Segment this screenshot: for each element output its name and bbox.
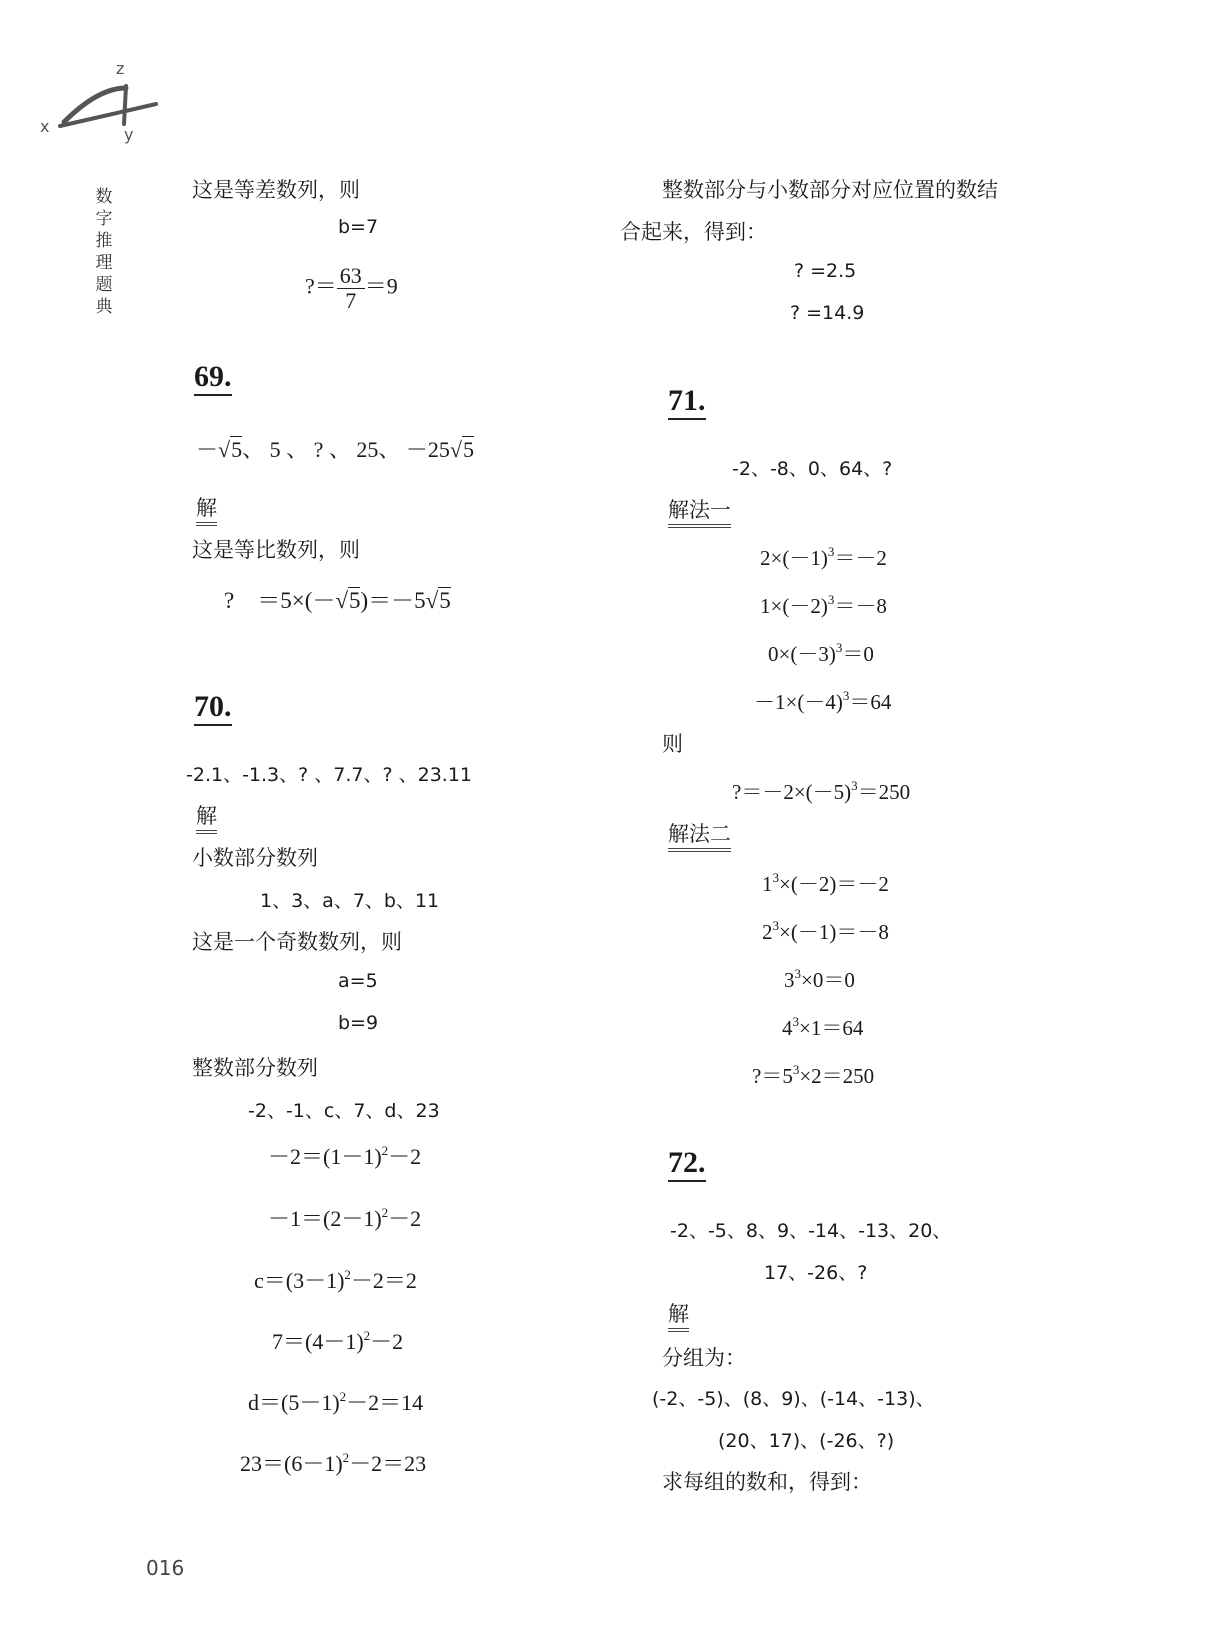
side-title-char: 典 [95,297,113,317]
side-title-char: 数 [95,187,113,207]
integer-part-title: 整数部分数列 [192,1056,318,1080]
problem-69-text: 这是等比数列，则 [192,538,360,562]
m2-eq-4: $4^3\times 1=64$ [782,1014,864,1040]
m2-answer: $?=5^3\times 2=250$ [752,1062,875,1088]
answer-14-9: ? =14.9 [790,302,865,324]
side-title-char: 理 [95,253,113,273]
groups-line-1: (-2、-5)、(8、9)、(-14、-13)、 [652,1388,935,1410]
groups-line-2: (20、17)、(-26、?) [718,1430,895,1452]
integer-eq-4: $7=(4-1)^2-2$ [272,1328,404,1354]
intro-text: 这是等差数列，则 [192,178,360,202]
integer-eq-2: $-1=(2-1)^2-2$ [268,1205,422,1231]
problem-71-number: 71. [668,384,706,418]
side-title-char: 字 [95,209,113,229]
sqrt-symbol: √ [335,588,348,613]
sum-text: 求每组的数和，得到： [662,1470,872,1494]
m2-eq-1: $1^3\times(-2)=-2$ [762,870,889,896]
sqrt-symbol: √ [425,588,439,613]
integer-eq-6: $23=(6-1)^2-2=23$ [240,1450,427,1476]
axes-logo-y-label: y [124,125,134,144]
problem-70-sequence: -2.1、-1.3、? 、7.7、? 、23.11 [186,764,473,786]
combine-text-line-1: 整数部分与小数部分对应位置的数结 [662,178,998,202]
m1-eq-4: $-1\times(-4)^3=64$ [754,688,892,714]
problem-69-answer: ? ＝5×(－√5)＝－5√5 [224,588,451,613]
answer-2-5: ? =2.5 [794,260,857,282]
problem-72-sequence-line-1: -2、-5、8、9、-14、-13、20、 [670,1220,952,1242]
sqrt-symbol: √ [449,437,462,462]
problem-72-number: 72. [668,1146,706,1180]
problem-69-number: 69. [194,360,232,394]
then-label: 则 [662,732,683,756]
axes-logo [36,58,166,144]
side-title [92,186,116,318]
problem-69-sequence: －√5、 5 、 ? 、 25、 －25√5 [196,437,474,462]
side-title-char: 题 [95,275,113,295]
problem-69-solution-label: 解 [196,492,217,522]
m1-eq-3: $0\times(-3)^3=0$ [768,640,874,666]
problem-72-sequence-line-2: 17、-26、? [764,1262,868,1284]
q-suffix: ＝9 [364,273,398,299]
integer-part-sequence: -2、-1、c、7、d、23 [248,1100,440,1122]
integer-eq-5: $d=(5-1)^2-2=14$ [248,1389,424,1415]
axes-logo-x-label: x [40,117,50,136]
problem-70-number: 70. [194,690,232,724]
decimal-part-sequence: 1、3、a、7、b、11 [260,890,440,912]
m1-eq-2: $1\times(-2)^3=-8$ [760,592,887,618]
grouping-text: 分组为： [662,1346,746,1370]
frac-numerator: 63 [337,264,365,289]
odd-sequence-text: 这是一个奇数数列，则 [192,930,402,954]
question-fraction-equation [305,264,398,313]
m1-eq-1: $2\times(-1)^3=-2$ [760,544,887,570]
a-equals-5: a=5 [338,970,378,992]
axes-logo-z-label: z [116,59,125,78]
fraction [337,264,365,313]
m1-answer: $?=-2\times(-5)^3=250$ [732,778,911,804]
b-equals-9: b=9 [338,1012,379,1034]
frac-denominator: 7 [345,288,357,313]
m2-eq-2: $2^3\times(-1)=-8$ [762,918,889,944]
method-two-label: 解法二 [668,818,731,848]
problem-70-solution-label: 解 [196,800,217,830]
integer-eq-1: $-2=(1-1)^2-2$ [268,1143,422,1169]
b-equals-7: b=7 [338,216,379,238]
page-number: 016 [146,1556,185,1580]
axes-logo-z-axis [124,86,126,124]
sqrt-symbol: √ [218,437,231,462]
integer-eq-3: $c=(3-1)^2-2=2$ [254,1267,417,1293]
decimal-part-title: 小数部分数列 [192,846,318,870]
combine-text-line-2: 合起来，得到： [620,220,767,244]
problem-72-solution-label: 解 [668,1298,689,1328]
q-prefix: ?＝ [305,273,337,299]
method-one-label: 解法一 [668,494,731,524]
side-title-char: 推 [95,231,113,251]
m2-eq-3: $3^3\times 0=0$ [784,966,855,992]
problem-71-sequence: -2、-8、0、64、? [732,458,893,480]
